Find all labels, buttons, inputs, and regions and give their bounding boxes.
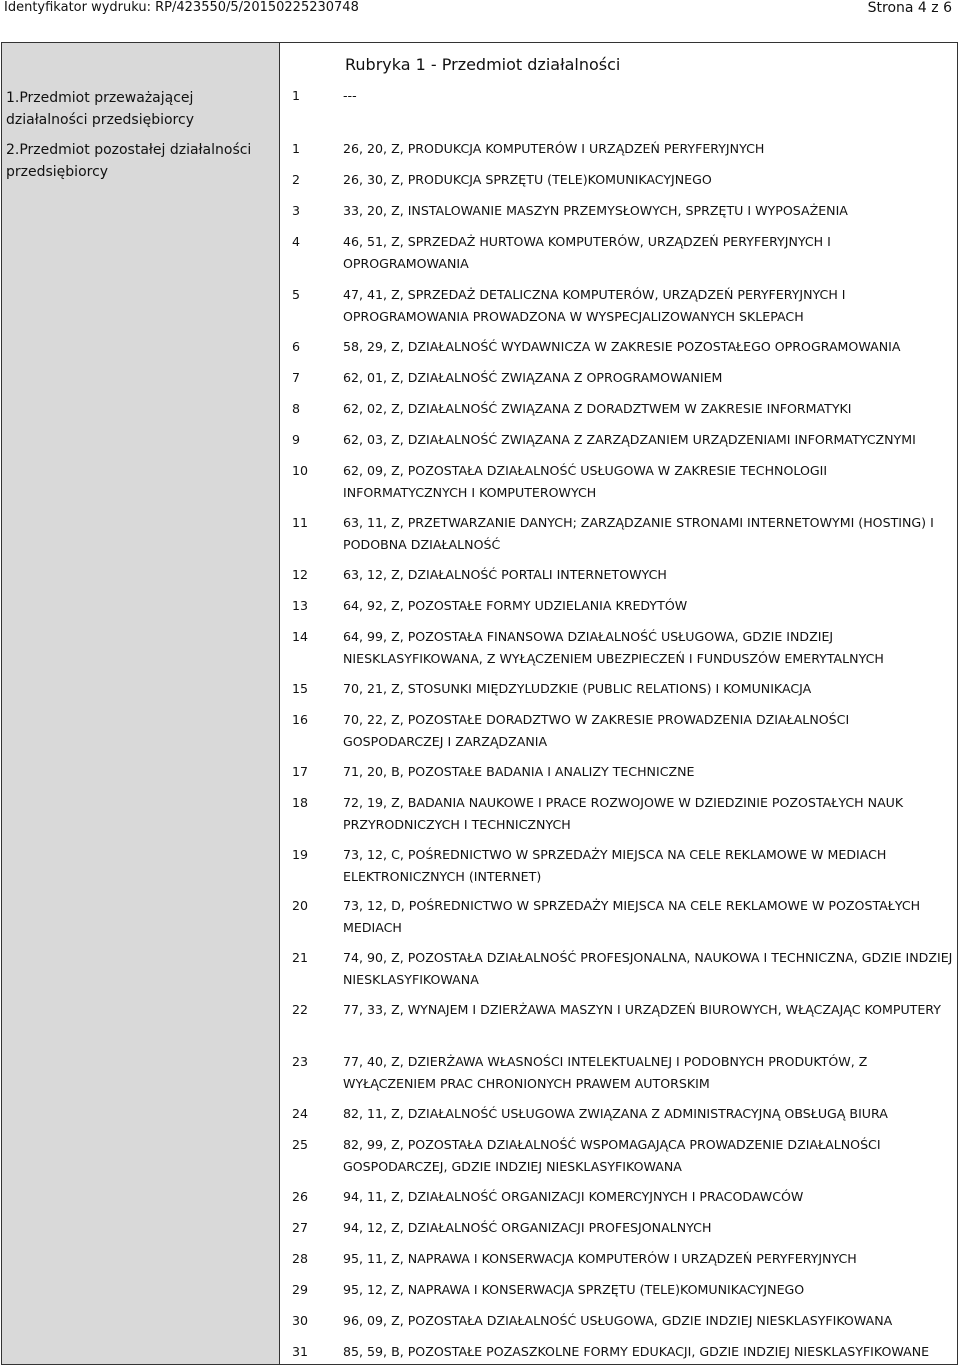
row-number: 20 — [292, 898, 309, 913]
row-text: 82, 99, Z, POZOSTAŁA DZIAŁALNOŚĆ WSPOMAGAJĄCA PROWADZENIE DZIAŁALNOŚCI GOSPODARCZEJ, GDZIE INDZIEJ NIESKLASYFIKOWANA — [343, 1137, 881, 1174]
document-frame — [1, 42, 958, 1365]
row-number: 12 — [292, 567, 309, 582]
row-text: 96, 09, Z, POZOSTAŁA DZIAŁALNOŚĆ USŁUGOWA, GDZIE INDZIEJ NIESKLASYFIKOWANA — [343, 1313, 893, 1328]
row-number: 3 — [292, 203, 301, 218]
row-number: 9 — [292, 432, 301, 447]
row-text: 94, 11, Z, DZIAŁALNOŚĆ ORGANIZACJI KOMERCYJNYCH I PRACODAWCÓW — [343, 1189, 804, 1204]
row-text: 62, 01, Z, DZIAŁALNOŚĆ ZWIĄZANA Z OPROGRAMOWANIEM — [343, 370, 723, 385]
row-number: 2 — [292, 172, 301, 187]
row-number: 22 — [292, 1002, 309, 1017]
row-number: 31 — [292, 1344, 309, 1359]
row-number: 18 — [292, 795, 309, 810]
page-number: Strona 4 z 6 — [867, 0, 952, 16]
row-text: 46, 51, Z, SPRZEDAŻ HURTOWA KOMPUTERÓW, URZĄDZEŃ PERYFERYJNYCH I OPROGRAMOWANIA — [343, 234, 831, 271]
row-text: 82, 11, Z, DZIAŁALNOŚĆ USŁUGOWA ZWIĄZANA Z ADMINISTRACYJNĄ OBSŁUGĄ BIURA — [343, 1106, 888, 1121]
row-text: 85, 59, B, POZOSTAŁE POZASZKOLNE FORMY EDUKACJI, GDZIE INDZIEJ NIESKLASYFIKOWANE — [343, 1344, 930, 1359]
row-number: 21 — [292, 950, 309, 965]
row-number: 27 — [292, 1220, 309, 1235]
row-number: 1 — [292, 88, 301, 103]
row-number: 5 — [292, 287, 301, 302]
row-text: 94, 12, Z, DZIAŁALNOŚĆ ORGANIZACJI PROFESJONALNYCH — [343, 1220, 712, 1235]
row-text: 77, 33, Z, WYNAJEM I DZIERŻAWA MASZYN I URZĄDZEŃ BIUROWYCH, WŁĄCZAJĄC KOMPUTERY — [343, 1002, 941, 1017]
row-number: 6 — [292, 339, 301, 354]
section-other-activity-label: 2.Przedmiot pozostałej działalności przedsiębiorcy — [6, 142, 252, 180]
row-number: 8 — [292, 401, 301, 416]
row-number: 29 — [292, 1282, 309, 1297]
row-number: 14 — [292, 629, 309, 644]
row-number: 4 — [292, 234, 301, 249]
row-number: 23 — [292, 1054, 309, 1069]
row-number: 15 — [292, 681, 309, 696]
row-text: 95, 12, Z, NAPRAWA I KONSERWACJA SPRZĘTU (TELE)KOMUNIKACYJNEGO — [343, 1282, 805, 1297]
row-text: 70, 22, Z, POZOSTAŁE DORADZTWO W ZAKRESIE PROWADZENIA DZIAŁALNOŚCI GOSPODARCZEJ I ZARZĄDZANIA — [343, 712, 850, 749]
row-text: 63, 12, Z, DZIAŁALNOŚĆ PORTALI INTERNETOWYCH — [343, 567, 667, 582]
row-text: 63, 11, Z, PRZETWARZANIE DANYCH; ZARZĄDZANIE STRONAMI INTERNETOWYMI (HOSTING) I PODOBNA DZIAŁALNOŚĆ — [343, 515, 934, 552]
row-text: 47, 41, Z, SPRZEDAŻ DETALICZNA KOMPUTERÓW, URZĄDZEŃ PERYFERYJNYCH I OPROGRAMOWANIA PROWADZONA W WYSPECJALIZOWANYCH SKLEPACH — [343, 287, 846, 324]
row-number: 30 — [292, 1313, 309, 1328]
row-text: 62, 03, Z, DZIAŁALNOŚĆ ZWIĄZANA Z ZARZĄDZANIEM URZĄDZENIAMI INFORMATYCZNYMI — [343, 432, 916, 447]
print-identifier: Identyfikator wydruku: RP/423550/5/20150225230748 — [4, 0, 359, 15]
row-text: --- — [343, 88, 357, 103]
row-number: 25 — [292, 1137, 309, 1152]
row-text: 70, 21, Z, STOSUNKI MIĘDZYLUDZKIE (PUBLIC RELATIONS) I KOMUNIKACJA — [343, 681, 812, 696]
row-text: 64, 99, Z, POZOSTAŁA FINANSOWA DZIAŁALNOŚĆ USŁUGOWA, GDZIE INDZIEJ NIESKLASYFIKOWANA, Z WYŁĄCZENIEM UBEZPIECZEŃ I FUNDUSZÓW EMERYTALNYCH — [343, 629, 884, 666]
row-text: 26, 20, Z, PRODUKCJA KOMPUTERÓW I URZĄDZEŃ PERYFERYJNYCH — [343, 141, 765, 156]
row-text: 95, 11, Z, NAPRAWA I KONSERWACJA KOMPUTERÓW I URZĄDZEŃ PERYFERYJNYCH — [343, 1251, 857, 1266]
row-text: 71, 20, B, POZOSTAŁE BADANIA I ANALIZY TECHNICZNE — [343, 764, 695, 779]
row-number: 11 — [292, 515, 309, 530]
row-text: 73, 12, C, POŚREDNICTWO W SPRZEDAŻY MIEJSCA NA CELE REKLAMOWE W MEDIACH ELEKTRONICZNYCH (INTERNET) — [343, 847, 887, 884]
row-text: 77, 40, Z, DZIERŻAWA WŁASNOŚCI INTELEKTUALNEJ I PODOBNYCH PRODUKTÓW, Z WYŁĄCZENIEM PRAC CHRONIONYCH PRAWEM AUTORSKIM — [343, 1054, 868, 1091]
row-number: 16 — [292, 712, 309, 727]
row-text: 62, 09, Z, POZOSTAŁA DZIAŁALNOŚĆ USŁUGOWA W ZAKRESIE TECHNOLOGII INFORMATYCZNYCH I KOMPUTEROWYCH — [343, 463, 828, 500]
row-number: 1 — [292, 141, 301, 156]
row-text: 74, 90, Z, POZOSTAŁA DZIAŁALNOŚĆ PROFESJONALNA, NAUKOWA I TECHNICZNA, GDZIE INDZIEJ NIESKLASYFIKOWANA — [343, 950, 953, 987]
section-main-activity-label: 1.Przedmiot przeważającej działalności przedsiębiorcy — [6, 90, 194, 128]
row-text: 26, 30, Z, PRODUKCJA SPRZĘTU (TELE)KOMUNIKACYJNEGO — [343, 172, 712, 187]
row-text: 72, 19, Z, BADANIA NAUKOWE I PRACE ROZWOJOWE W DZIEDZINIE POZOSTAŁYCH NAUK PRZYRODNICZYCH I TECHNICZNYCH — [343, 795, 904, 832]
sidebar — [2, 43, 280, 1364]
row-number: 24 — [292, 1106, 309, 1121]
row-number: 7 — [292, 370, 301, 385]
row-text: 73, 12, D, POŚREDNICTWO W SPRZEDAŻY MIEJSCA NA CELE REKLAMOWE W POZOSTAŁYCH MEDIACH — [343, 898, 921, 935]
row-text: 64, 92, Z, POZOSTAŁE FORMY UDZIELANIA KREDYTÓW — [343, 598, 688, 613]
row-number: 10 — [292, 463, 309, 478]
row-number: 26 — [292, 1189, 309, 1204]
row-number: 19 — [292, 847, 309, 862]
rubryka-title: Rubryka 1 - Przedmiot działalności — [345, 55, 621, 74]
row-number: 28 — [292, 1251, 309, 1266]
row-text: 58, 29, Z, DZIAŁALNOŚĆ WYDAWNICZA W ZAKRESIE POZOSTAŁEGO OPROGRAMOWANIA — [343, 339, 901, 354]
row-number: 17 — [292, 764, 309, 779]
row-number: 13 — [292, 598, 309, 613]
row-text: 33, 20, Z, INSTALOWANIE MASZYN PRZEMYSŁOWYCH, SPRZĘTU I WYPOSAŻENIA — [343, 203, 848, 218]
row-text: 62, 02, Z, DZIAŁALNOŚĆ ZWIĄZANA Z DORADZTWEM W ZAKRESIE INFORMATYKI — [343, 401, 852, 416]
